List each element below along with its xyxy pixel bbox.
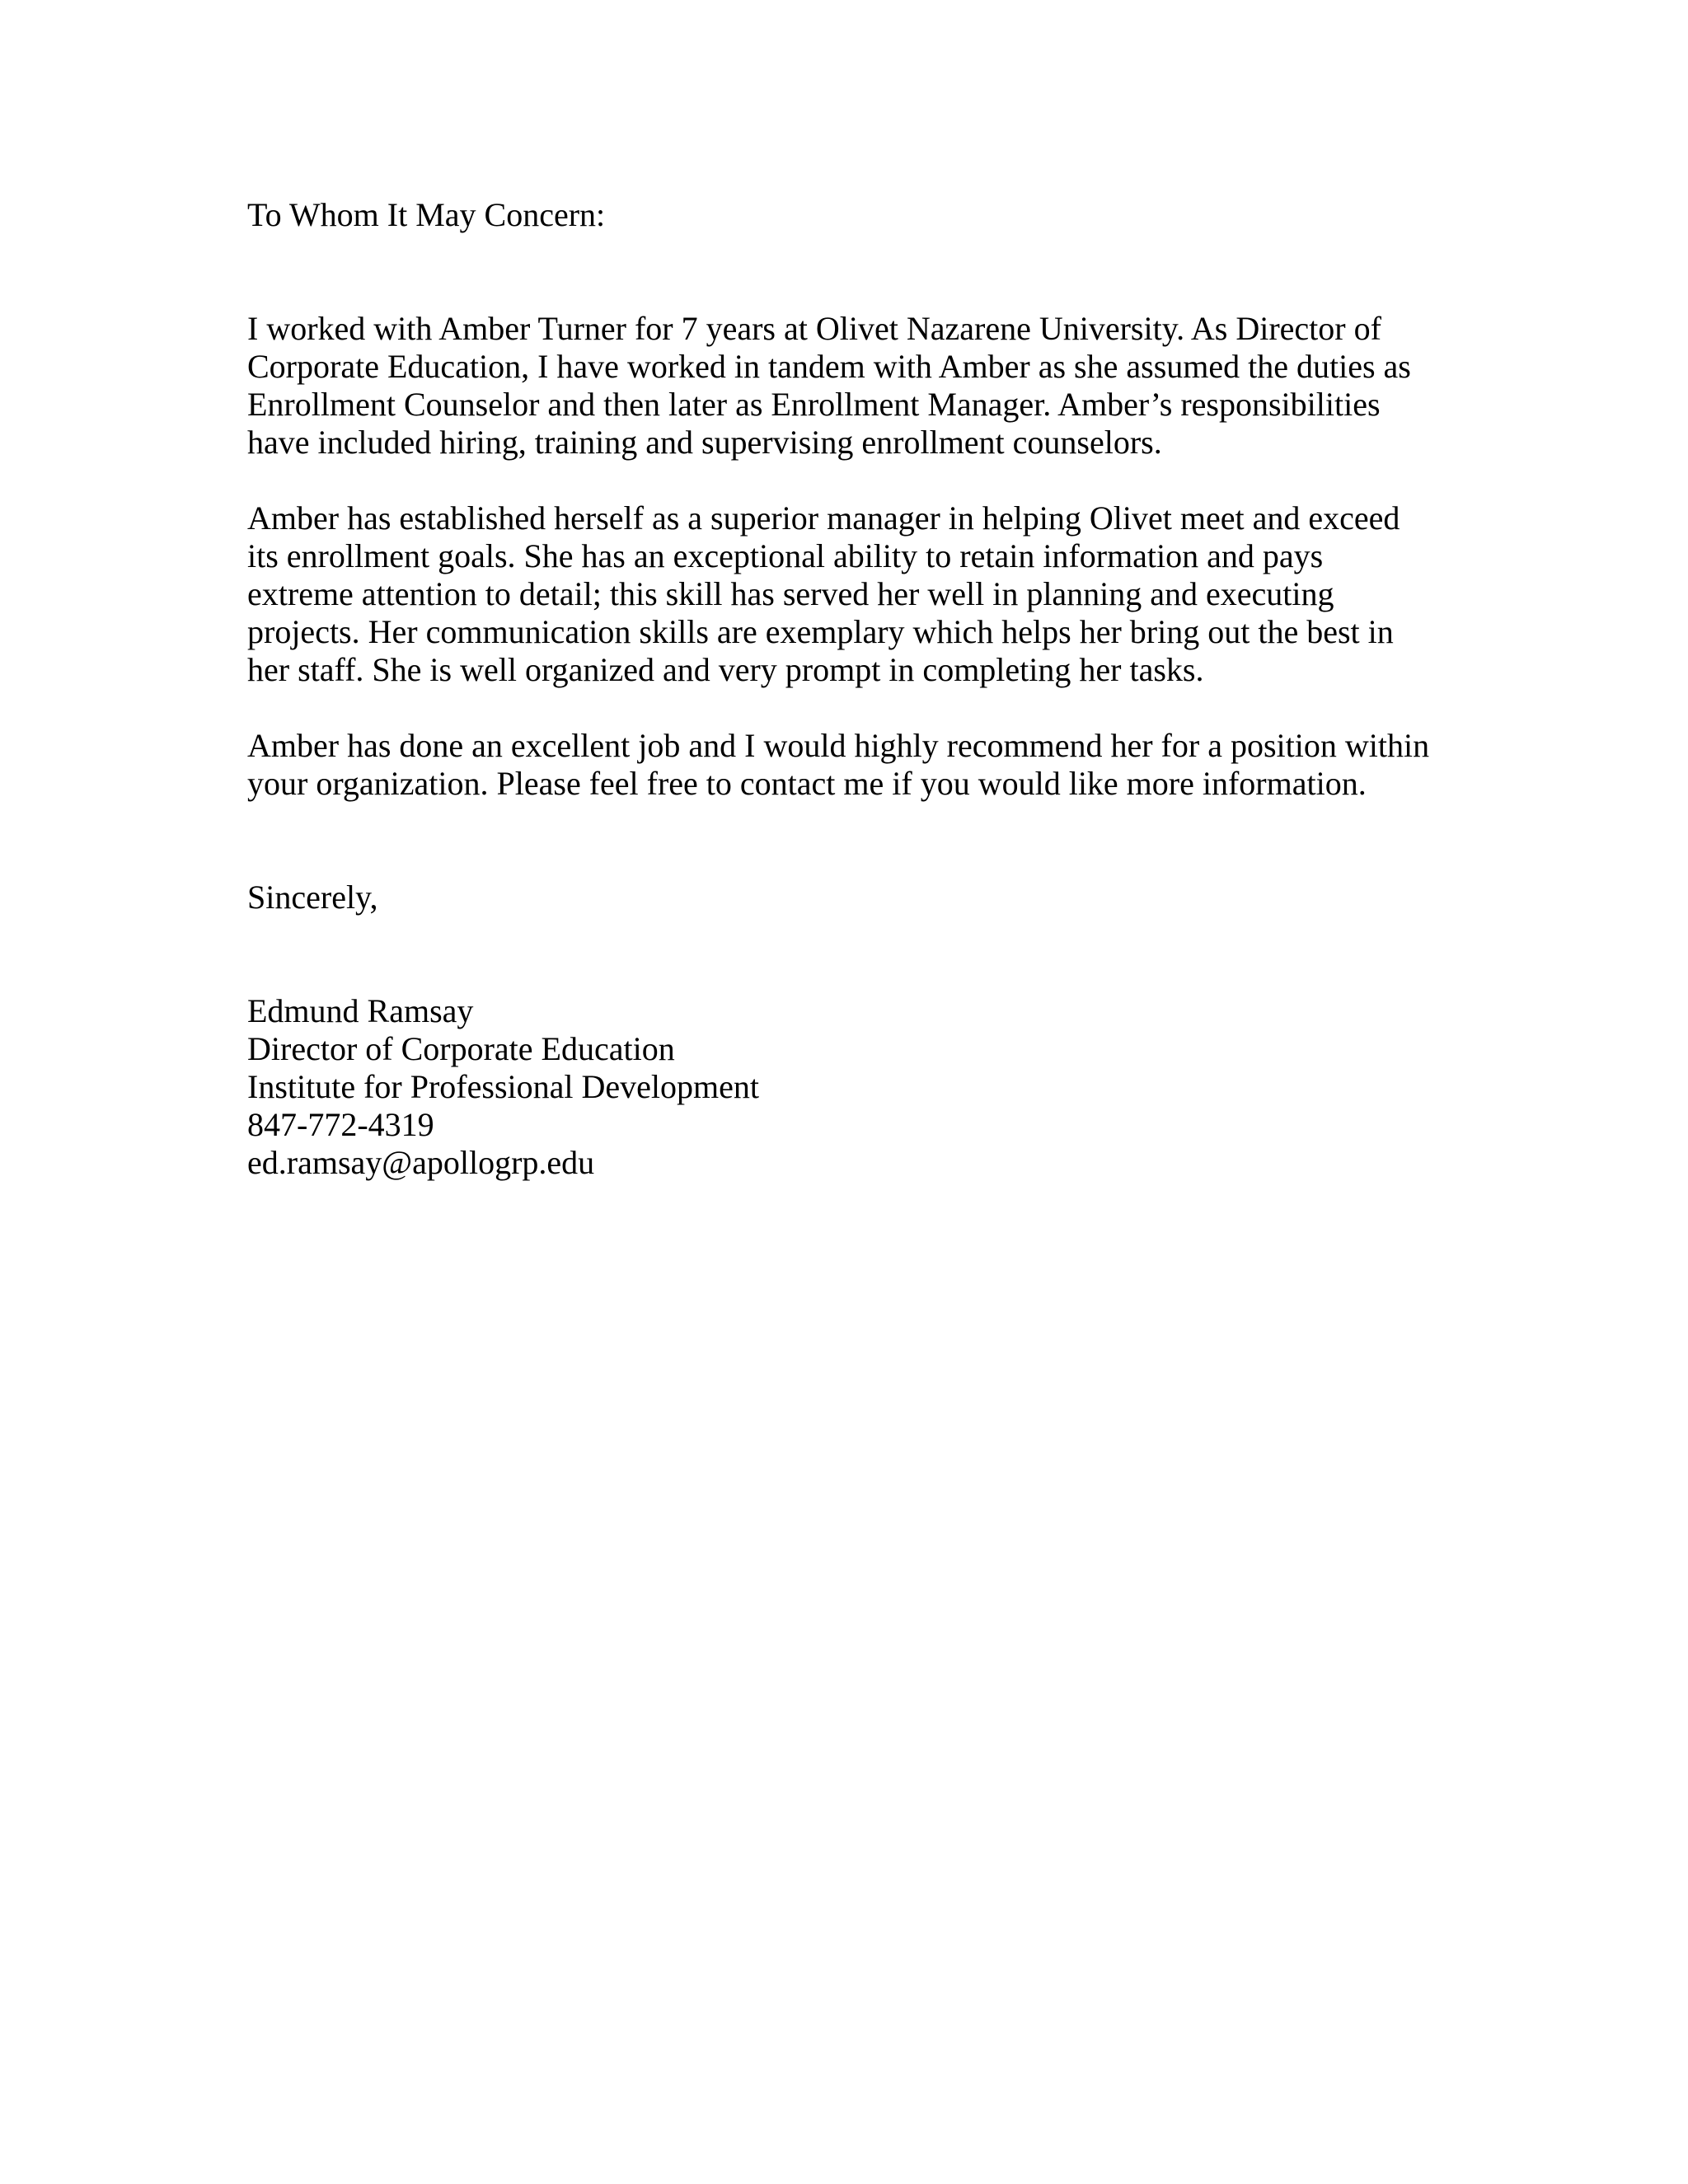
paragraph-1-line: have included hiring, training and supervising enrollment counselors. — [247, 424, 1162, 461]
paragraph-2-line: projects. Her communication skills are exemplary which helps her bring out the best in — [247, 613, 1394, 650]
paragraph-3 — [247, 727, 1467, 803]
paragraph-2-line: Amber has established herself as a superior manager in helping Olivet meet and exceed — [247, 499, 1400, 537]
closing: Sincerely, — [247, 879, 378, 916]
signer-title: Director of Corporate Education — [247, 1030, 675, 1067]
paragraph-2-line: extreme attention to detail; this skill has served her well in planning and executing — [247, 575, 1334, 612]
paragraph-1-line: Corporate Education, I have worked in tandem with Amber as she assumed the duties as — [247, 348, 1411, 385]
paragraph-1-line: Enrollment Counselor and then later as Enrollment Manager. Amber’s responsibilities — [247, 386, 1381, 423]
paragraph-2 — [247, 499, 1467, 689]
paragraph-1 — [247, 310, 1467, 462]
signature-block — [247, 992, 1467, 1182]
paragraph-3-line: Amber has done an excellent job and I would highly recommend her for a position within — [247, 727, 1430, 764]
letter-body — [247, 196, 1467, 1182]
signer-phone: 847-772-4319 — [247, 1106, 434, 1143]
signer-email: ed.ramsay@apollogrp.edu — [247, 1144, 595, 1181]
paragraph-2-line: her staff. She is well organized and very prompt in completing her tasks. — [247, 651, 1204, 688]
paragraph-3-line: your organization. Please feel free to contact me if you would like more information. — [247, 765, 1367, 802]
paragraph-1-line: I worked with Amber Turner for 7 years at Olivet Nazarene University. As Director of — [247, 310, 1381, 347]
paragraph-2-line: its enrollment goals. She has an exceptional ability to retain information and pays — [247, 537, 1324, 574]
signer-organization: Institute for Professional Development — [247, 1068, 759, 1105]
salutation: To Whom It May Concern: — [247, 196, 606, 233]
signer-name: Edmund Ramsay — [247, 992, 474, 1029]
